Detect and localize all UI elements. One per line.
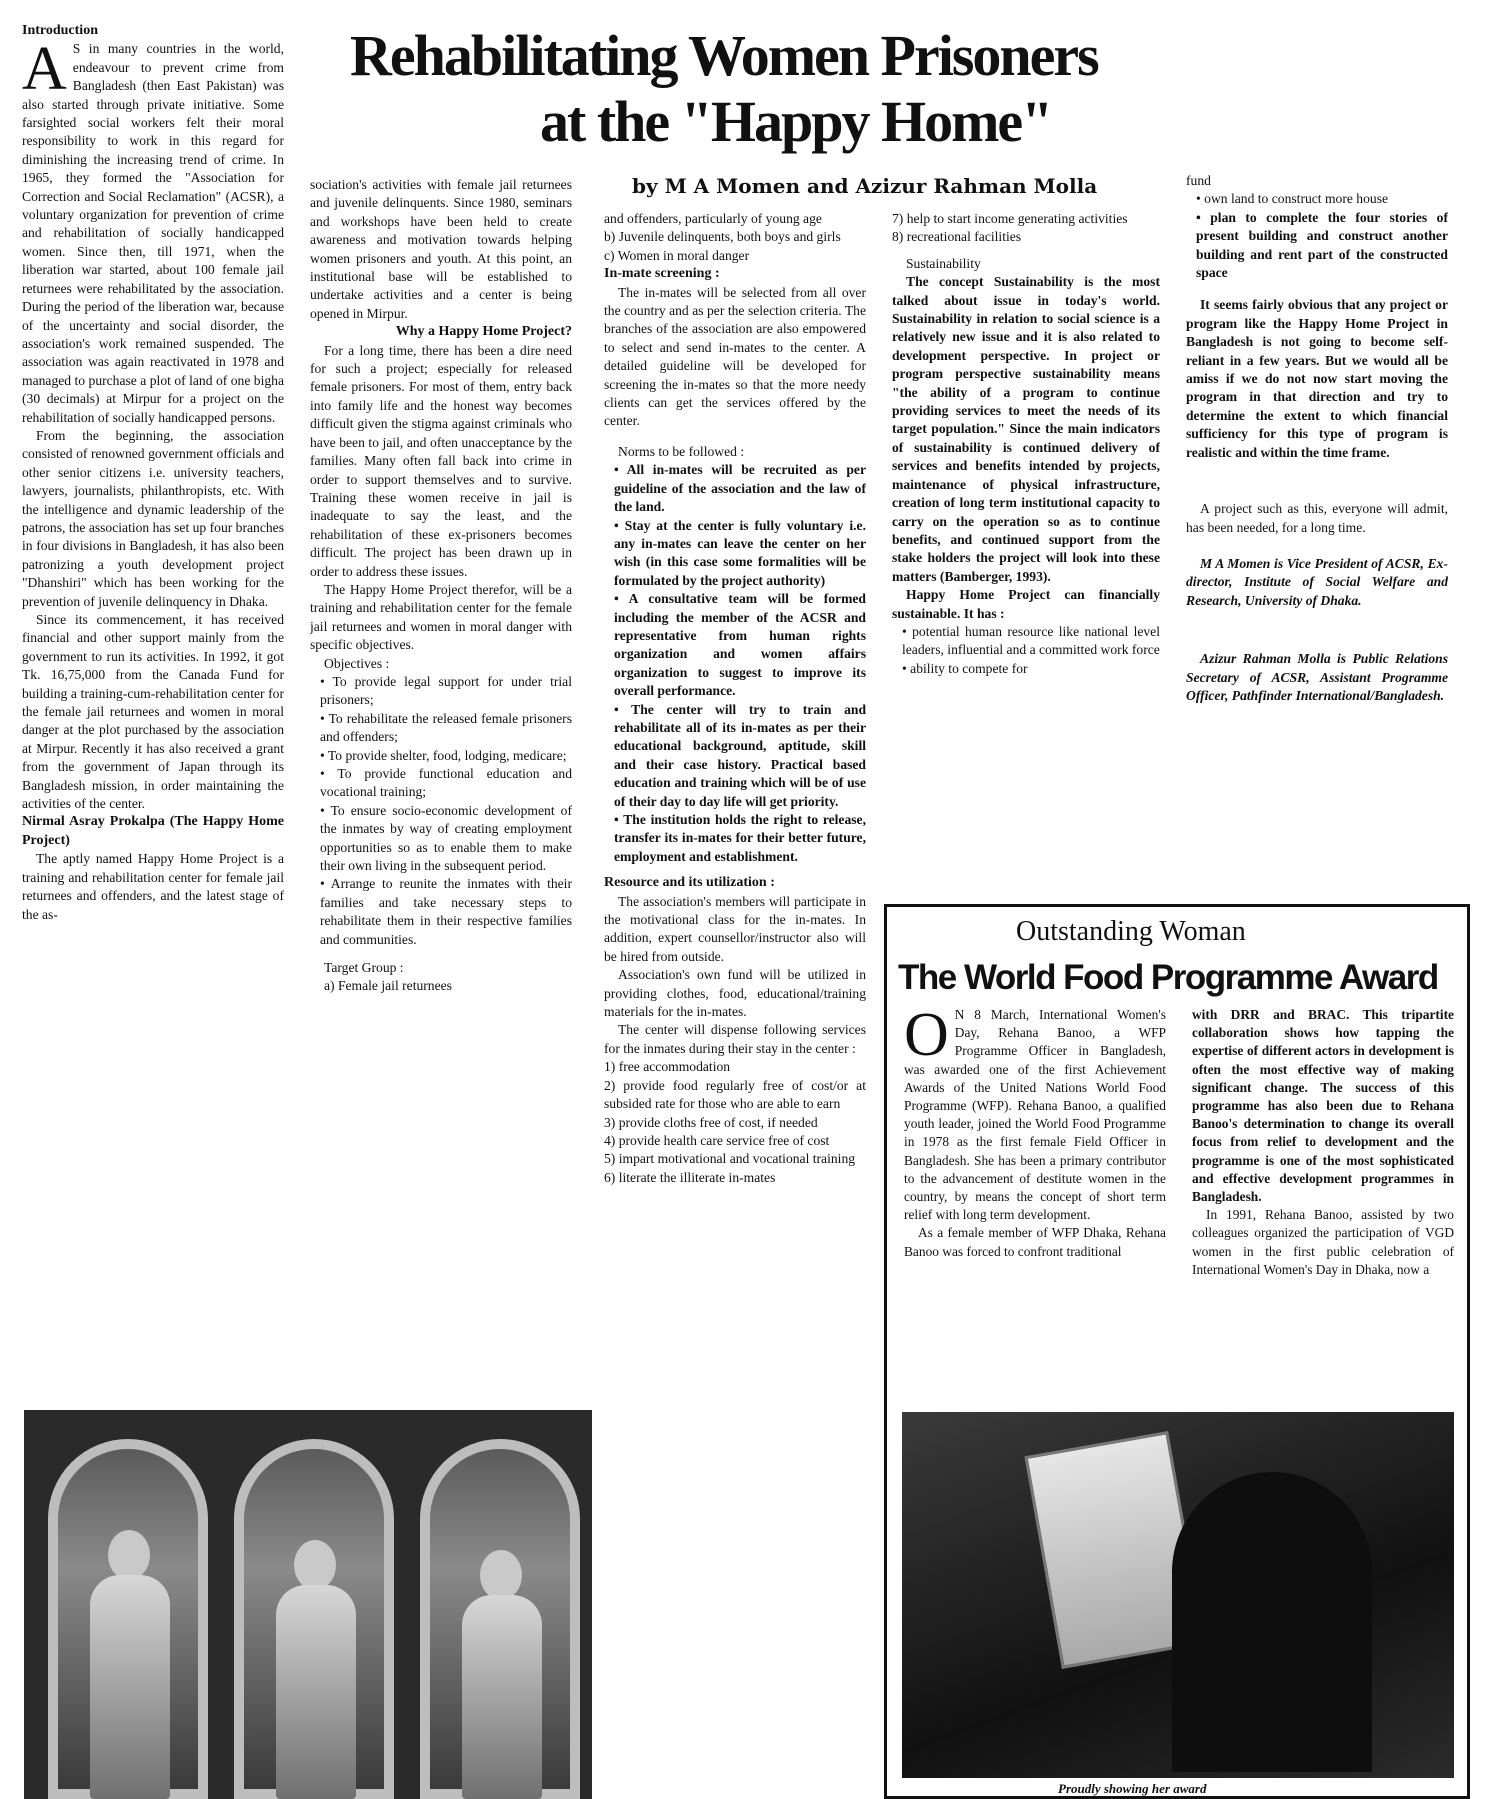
person-silhouette: [1172, 1472, 1372, 1772]
byline: by M A Momen and Azizur Rahman Molla: [632, 174, 1098, 198]
paragraph: From the beginning, the association consisted of renowned government officials and other senior citizens i.e. university teachers, lawyers, journalists, philanthropists, etc. With the intelligence and dynamic leadership of the patrons, the association has set up four branches in four divisions in Bangladesh, it has also been patronizing a youth development project "Dhanshiri" which has been working for the prevention of juvenile delinquency in Dhaka.: [22, 427, 284, 609]
figure: [90, 1575, 170, 1799]
author-bio-molla: Azizur Rahman Molla is Public Relations Secretary of ACSR, Assistant Programme Officer, Pathfinder International/Bangladesh.: [1186, 651, 1448, 703]
section-heading-why: Why a Happy Home Project?: [395, 324, 572, 340]
paragraph: with DRR and BRAC. This tripartite collaboration shows how tapping the expertise of different actors in development is often the most effective way of making significant change. The success of this programme has also been due to Rehana Banoo's determination to change its overall focus from relief to development and the programme is one of the most sophisticated and effective development programmes in Bangladesh.: [1192, 1007, 1454, 1205]
paragraph: The concept Sustainability is the most talked about issue in today's world. Sustainability in relation to social science is a relatively new issue and it is also related to development perspective. In project or program perspective sustainability means "the ability of a program to continue providing services to meet the needs of its target population." Since the main indicators of sustainability is continued delivery of services and benefits intended by projects, maintenance of physical infrastructure, creation of long term institutional capacity to carry on the operation so as to continue benefits, and continued support from the stake holders the project will look into these matters (Bamberger, 1993).: [892, 274, 1160, 584]
paragraph: In 1991, Rehana Banoo, assisted by two colleagues organized the participation of VGD women in the first public celebration of International Women's Day in Dhaka, now a: [1192, 1207, 1454, 1277]
column-2: [310, 176, 572, 1396]
headline-line-2: at the "Happy Home": [540, 89, 1052, 154]
list-item: 7) help to start income generating activities: [892, 211, 1128, 226]
photo-women-behind-bars: [24, 1410, 592, 1799]
paragraph: The Happy Home Project therefor, will be a training and rehabilitation center for the female jail returnees and women in moral danger with specific objectives.: [310, 581, 572, 653]
paragraph: fund: [1186, 173, 1211, 188]
list-item: • To provide functional education and vocational training;: [320, 766, 572, 800]
list-item: • To provide legal support for under trial prisoners;: [320, 673, 572, 708]
paragraph: The aptly named Happy Home Project is a training and rehabilitation center for female jail returnees and offenders, and the latest stage of the as-: [22, 851, 284, 922]
sidebar-column-right: [1192, 1006, 1454, 1398]
column-1: [22, 22, 284, 1412]
column-3: [604, 210, 866, 1790]
list-item: • own land to construct more house: [1196, 191, 1389, 207]
list-item: 4) provide health care service free of cost: [604, 1132, 830, 1148]
paragraph: The in-mates will be selected from all over the country and as per the selection criteria. The branches of the association are also empowered to select and send in-mates to the center. A detailed guideline will be developed for screening the in-mates so that the more needy clients can get the services offered by the center.: [604, 284, 866, 429]
target-group-item: a) Female jail returnees: [324, 978, 452, 994]
paragraph: sociation's activities with female jail returnees and juvenile delinquents. Since 1980, seminars and workshops have been held to create awareness and motivation towards helping women prisoners and youth. At this point, an institutional base will be established to undertake activities and a center is being opened in Mirpur.: [310, 177, 572, 321]
norms-label: Norms to be followed :: [618, 443, 745, 459]
headline-line-1: Rehabilitating Women Prisoners: [350, 23, 1098, 88]
list-item: 3) provide cloths free of cost, if needed: [604, 1114, 818, 1130]
list-item: 8) recreational facilities: [892, 229, 1022, 245]
section-heading-happy-home-project: Nirmal Asray Prokalpa (The Happy Home Project): [22, 814, 284, 848]
paragraph: Since its commencement, it has received financial and other support mainly from the government to run its activities. In 1992, it got Tk. 16,75,000 from the Canada Fund for building a training-cum-rehabilitation center for the female jail returnees and women in moral danger at the plot purchased by the association at Mirpur. Recently it has also received a grant from the government of Japan through its Bangladesh mission, in order maintaining the activities of the center.: [22, 612, 284, 812]
section-heading-sustainability: Sustainability: [906, 255, 981, 271]
list-item: 1) free accommodation: [604, 1059, 731, 1075]
photo-caption: Proudly showing her award: [1058, 1781, 1207, 1796]
figure: [108, 1530, 150, 1580]
paragraph: N 8 March, International Women's Day, Rehana Banoo, a WFP Programme Officer in Bangladesh, was awarded one of the first Achievement Awards of the United Nations World Food Programme (WFP). Rehana Banoo, a qualified youth leader, joined the World Food Programme in 1978 as the first female Field Officer in Bangladesh. She has been a primary contributor to the advancement of destitute women in the country, by means the concept of short term relief with long term development.: [904, 1007, 1166, 1223]
section-heading-introduction: Introduction: [22, 23, 98, 38]
paragraph: Association's own fund will be utilized in providing clothes, food, educational/training materials for the in-mates.: [604, 967, 866, 1020]
intro-paragraph: S in many countries in the world, endeavour to prevent crime from Bangladesh (then East Pakistan) was also started through private initiative. Some farsighted social workers felt their moral responsibility to work in this regard for diminishing the increasing trend of crime. In 1965, they formed the "Association for Correction and Social Reclamation" (ACSR), a voluntary organization for prevention of crime and rehabilitation of socially handicapped women. Since then, till 1971, when the liberation war started, about 100 female jail returnees were rehabilitated by the association. During the period of the liberation war, because of the uncertainty and social disorder, the association's work remained suspended. The association was again reactivated in 1978 and managed to purchase a plot of land of one bigha (30 decimals) at Mirpur for a project on the rehabilitation of socially handicapped persons.: [22, 41, 284, 425]
paragraph: and offenders, particularly of young age: [604, 211, 822, 226]
target-group-label: Target Group :: [324, 960, 404, 976]
sidebar-title: The World Food Programme Award: [898, 958, 1438, 997]
list-item: • Arrange to reunite the inmates with their families and take necessary steps to rehabilitate them in their respective families and communities.: [320, 876, 572, 947]
objectives-label: Objectives :: [324, 655, 390, 671]
paragraph: A project such as this, everyone will admit, has been needed, for a long time.: [1186, 501, 1448, 535]
list-item: b) Juvenile delinquents, both boys and girls: [604, 229, 841, 245]
list-item: • The center will try to train and rehabilitate all of its in-mates as per their educational background, aptitude, skill and their case history. Practical based education and training which will be of use of their day to day life will get priority.: [614, 701, 866, 809]
dropcap-o: O: [904, 1006, 949, 1069]
section-heading-inmate-screening: In-mate screening :: [604, 266, 720, 282]
list-item: • Stay at the center is fully voluntary i.e. any in-mates can leave the center on her wish (in this case some formalities will be formulated by the project authority): [614, 517, 866, 588]
section-heading-resource: Resource and its utilization :: [604, 875, 775, 891]
figure: [294, 1540, 336, 1590]
list-item: • To ensure socio-economic development of the inmates by way of creating employment opportunities so as to enable them to make their own living in the subsequent period.: [320, 802, 572, 874]
photo-award: [902, 1412, 1454, 1778]
column-4: [892, 210, 1160, 896]
paragraph: As a female member of WFP Dhaka, Rehana Banoo was forced to confront traditional: [904, 1225, 1166, 1259]
list-item: • potential human resource like national level leaders, influential and a committed work force: [902, 623, 1160, 658]
list-item: c) Women in moral danger: [604, 247, 750, 263]
dropcap-a: A: [22, 35, 67, 104]
list-item: • plan to complete the four stories of present building and construct another building and rent part of the constructed space: [1196, 209, 1448, 281]
paragraph: The association's members will participate in the motivational class for the in-mates. In addition, expert counsellor/instructor also will be hired from outside.: [604, 893, 866, 964]
list-item: • ability to compete for: [902, 660, 1028, 676]
list-item: • All in-mates will be recruited as per guideline of the association and the law of the land.: [614, 462, 866, 515]
list-item: 2) provide food regularly free of cost/or at subsided rate for those who are able to earn: [604, 1077, 866, 1112]
list-item: 6) literate the illiterate in-mates: [604, 1169, 776, 1185]
list-item: • A consultative team will be formed including the member of the ACSR and representative from human rights organization and women affairs organization to suggest to improve its overall performance.: [614, 591, 866, 699]
author-bio-momen: M A Momen is Vice President of ACSR, Ex-director, Institute of Social Welfare and Research, University of Dhaka.: [1186, 555, 1448, 608]
figure: [462, 1595, 542, 1799]
column-5: [1186, 172, 1448, 896]
paragraph: The center will dispense following services for the inmates during their stay in the center :: [604, 1022, 866, 1056]
figure: [276, 1585, 356, 1799]
sidebar-kicker: Outstanding Woman: [1016, 916, 1246, 947]
paragraph: For a long time, there has been a dire need for such a project; especially for released female prisoners. For most of them, entry back into family life and the honest way becomes difficult given the stigma against criminals who have been to jail, and often unacceptance by the families. Many often fall back into crime in order to support themselves and to survive. Training these women receive in jail is inadequate to say the least, and the rehabilitation of these ex-prisoners becomes difficult. The project has been drawn up in order to address these issues.: [310, 342, 572, 579]
sidebar-column-left: [904, 1006, 1166, 1398]
list-item: • To rehabilitate the released female prisoners and offenders;: [320, 710, 572, 745]
paragraph: Happy Home Project can financially sustainable. It has :: [892, 587, 1160, 621]
list-item: • To provide shelter, food, lodging, medicare;: [320, 747, 567, 763]
list-item: • The institution holds the right to release, transfer its in-mates for their better future, employment and establishment.: [614, 812, 866, 864]
figure: [480, 1550, 522, 1600]
paragraph: It seems fairly obvious that any project or program like the Happy Home Project in Bangladesh is not going to become self-reliant in a few years. But we would all be amiss if we do not now start moving the program in that direction and try to determine the extent to which financial sufficiency for this type of program is realistic and within the time frame.: [1186, 297, 1448, 460]
list-item: 5) impart motivational and vocational training: [604, 1151, 856, 1167]
